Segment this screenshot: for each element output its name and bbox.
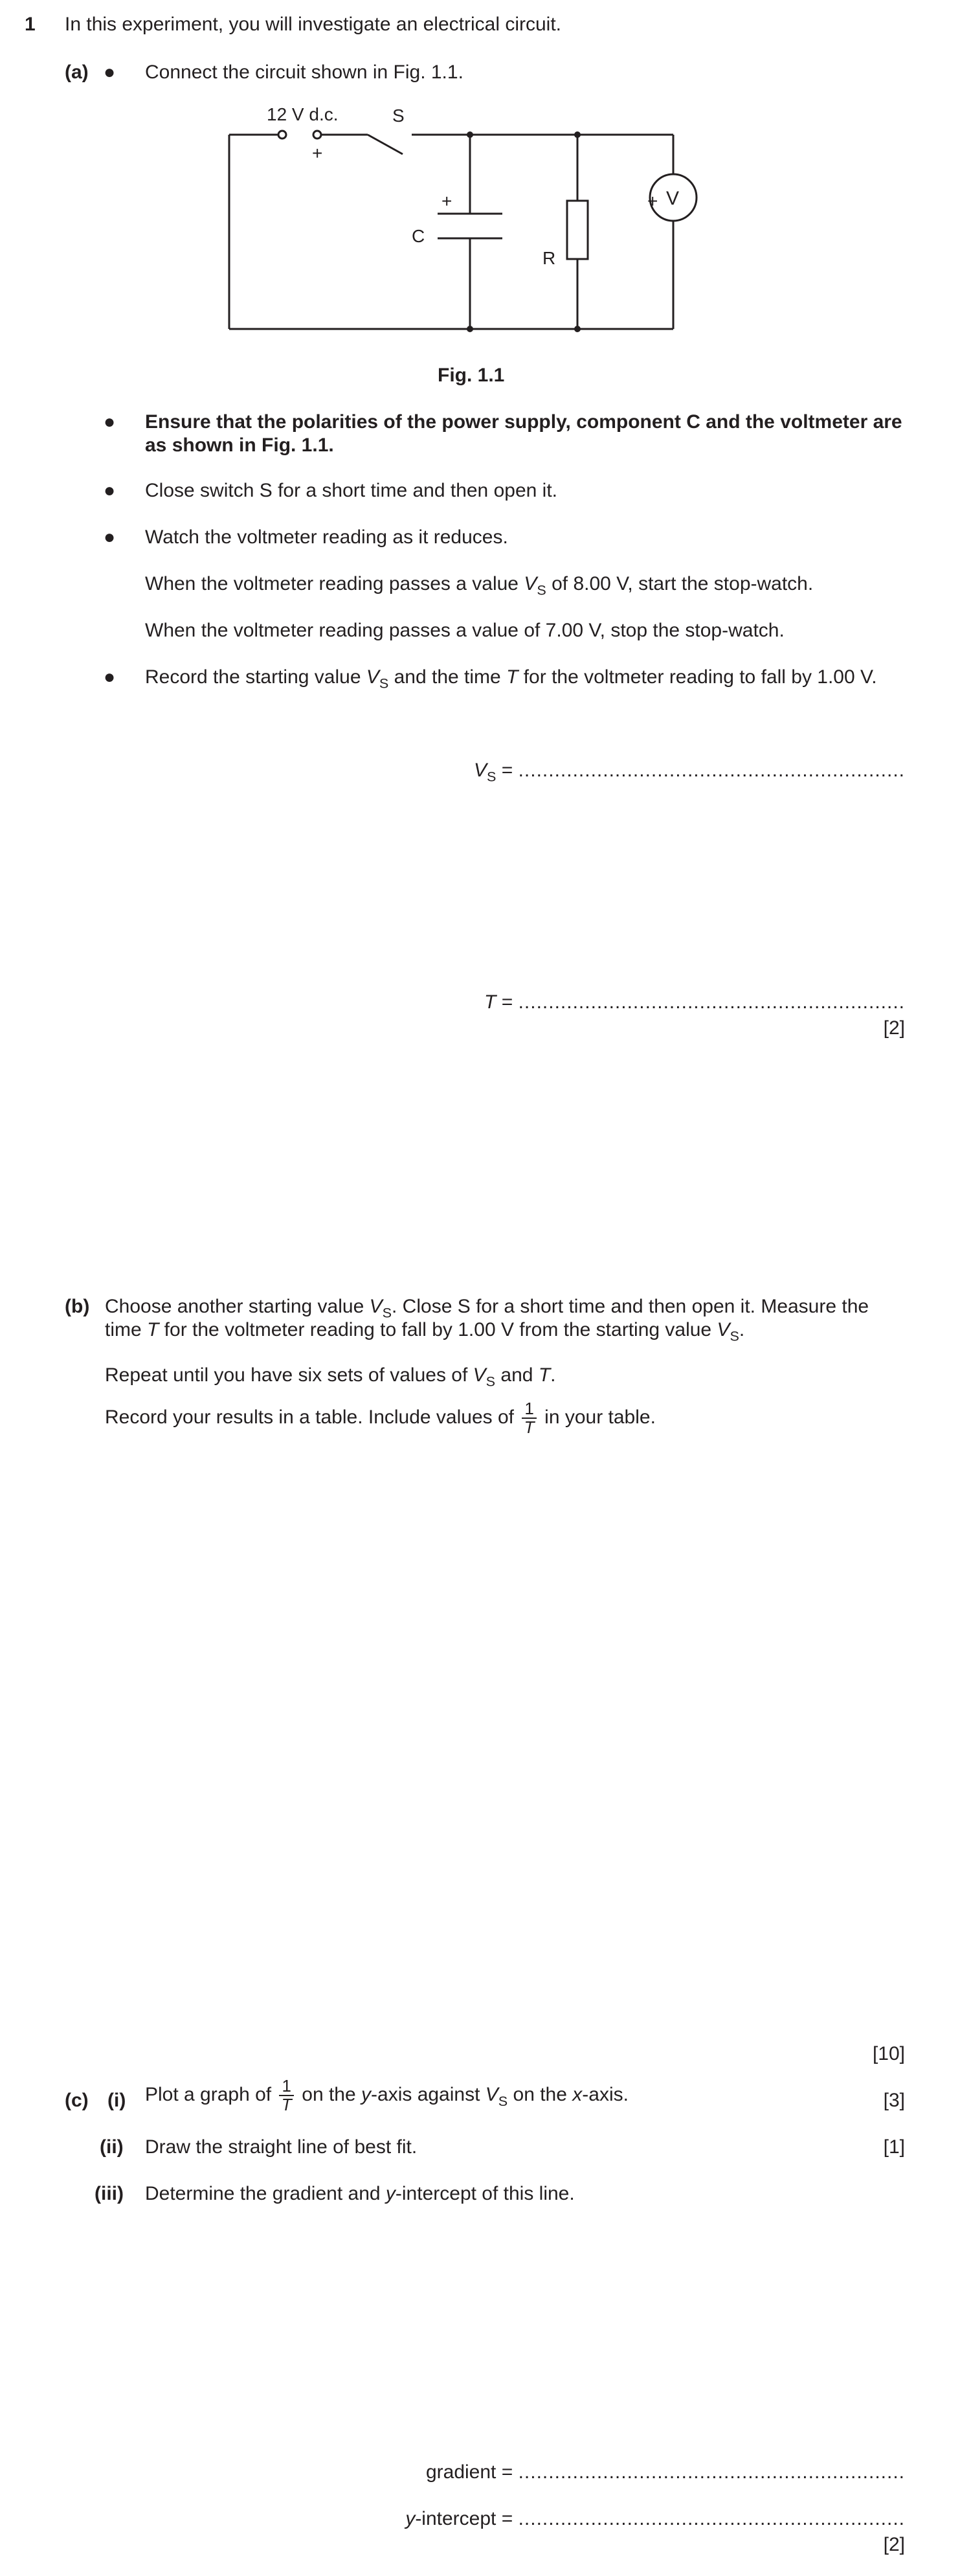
y-intercept-answer-line[interactable]: y-intercept = ................................................................	[405, 2508, 905, 2529]
part-b-repeat: Repeat until you have six sets of values of $V_S$ and T.	[105, 1364, 556, 1390]
bullet-icon: ●	[104, 480, 116, 501]
gradient-answer-line[interactable]: gradient = ................................................................	[425, 2461, 905, 2483]
part-b-record: Record your results in a table. Include values of $\frac{1}{T}$ in your table.	[105, 1399, 656, 1438]
supply-terminal-positive	[313, 131, 321, 139]
voltmeter-plus-label: +	[647, 191, 658, 211]
t-answer-line[interactable]: T = ................................................................	[484, 991, 905, 1013]
voltmeter-label: V	[666, 188, 680, 209]
question-number: 1	[25, 14, 36, 35]
watch-voltmeter-instruction: Watch the voltmeter reading as it reduces.	[145, 526, 508, 548]
capacitor-plus-label: +	[441, 191, 452, 211]
bullet-icon: ●	[104, 526, 116, 548]
resistor-label: R	[542, 248, 556, 268]
bullet-icon: ●	[104, 411, 116, 433]
question-intro: In this experiment, you will investigate an electrical circuit.	[65, 14, 561, 35]
record-instruction: Record the starting value $V_S$ and the time T for the voltmeter reading to fall by 1.00 V.	[145, 666, 877, 692]
stop-stopwatch-instruction: When the voltmeter reading passes a value of 7.00 V, stop the stop-watch.	[145, 620, 785, 641]
part-c-ii-label: (ii)	[100, 2136, 124, 2158]
circuit-diagram	[214, 97, 706, 343]
junction-dot	[467, 131, 473, 138]
part-b-label: (b)	[65, 1296, 90, 1317]
close-switch-instruction: Close switch S for a short time and then open it.	[145, 480, 557, 501]
part-c-i-marks: [3]	[883, 2090, 905, 2111]
part-c-marks: [2]	[883, 2534, 905, 2555]
start-stopwatch-instruction: When the voltmeter reading passes a value $V_S$ of 8.00 V, start the stop-watch.	[145, 573, 814, 598]
part-a-label: (a)	[65, 62, 89, 83]
part-b-marks: [10]	[872, 2043, 905, 2064]
part-a-marks: [2]	[883, 1017, 905, 1039]
junction-dot	[574, 326, 581, 332]
vs-answer-line[interactable]: $V_S$ = ................................................................	[473, 760, 905, 785]
bullet-icon: ●	[104, 62, 116, 83]
part-a-bullet-connect: Connect the circuit shown in Fig. 1.1.	[145, 62, 463, 83]
bullet-icon: ●	[104, 666, 116, 688]
junction-dot	[574, 131, 581, 138]
part-c-iii-text: Determine the gradient and y-intercept of this line.	[145, 2183, 575, 2204]
capacitor-label: C	[412, 226, 425, 246]
polarity-instruction: Ensure that the polarities of the power supply, component C and the voltmeter are as shown in Fig. 1.1.	[145, 411, 902, 456]
fraction-one-over-t: $\frac{1}{T}$	[522, 1400, 536, 1437]
part-c-i-text: Plot a graph of $\frac{1}{T}$ on the y-axis against $V_S$ on the x-axis.	[145, 2076, 629, 2115]
part-c-ii-marks: [1]	[883, 2136, 905, 2158]
part-c-label: (c)	[65, 2090, 89, 2111]
fraction-one-over-t: $\frac{1}{T}$	[279, 2077, 293, 2114]
junction-dot	[467, 326, 473, 332]
part-b-line1: Choose another starting value $V_S$. Close S for a short time and then open it. Measure the	[105, 1296, 869, 1321]
supply-label: 12 V d.c.	[267, 104, 339, 124]
supply-terminal-negative	[278, 131, 286, 139]
figure-caption: Fig. 1.1	[438, 365, 505, 386]
part-c-iii-label: (iii)	[95, 2183, 124, 2204]
part-c-i-label: (i)	[107, 2090, 126, 2111]
part-c-ii-text: Draw the straight line of best fit.	[145, 2136, 418, 2158]
switch-label: S	[392, 106, 405, 126]
part-b-line2: time T for the voltmeter reading to fall by 1.00 V from the starting value $V_S$.	[105, 1319, 745, 1344]
supply-plus-label: +	[312, 143, 323, 163]
